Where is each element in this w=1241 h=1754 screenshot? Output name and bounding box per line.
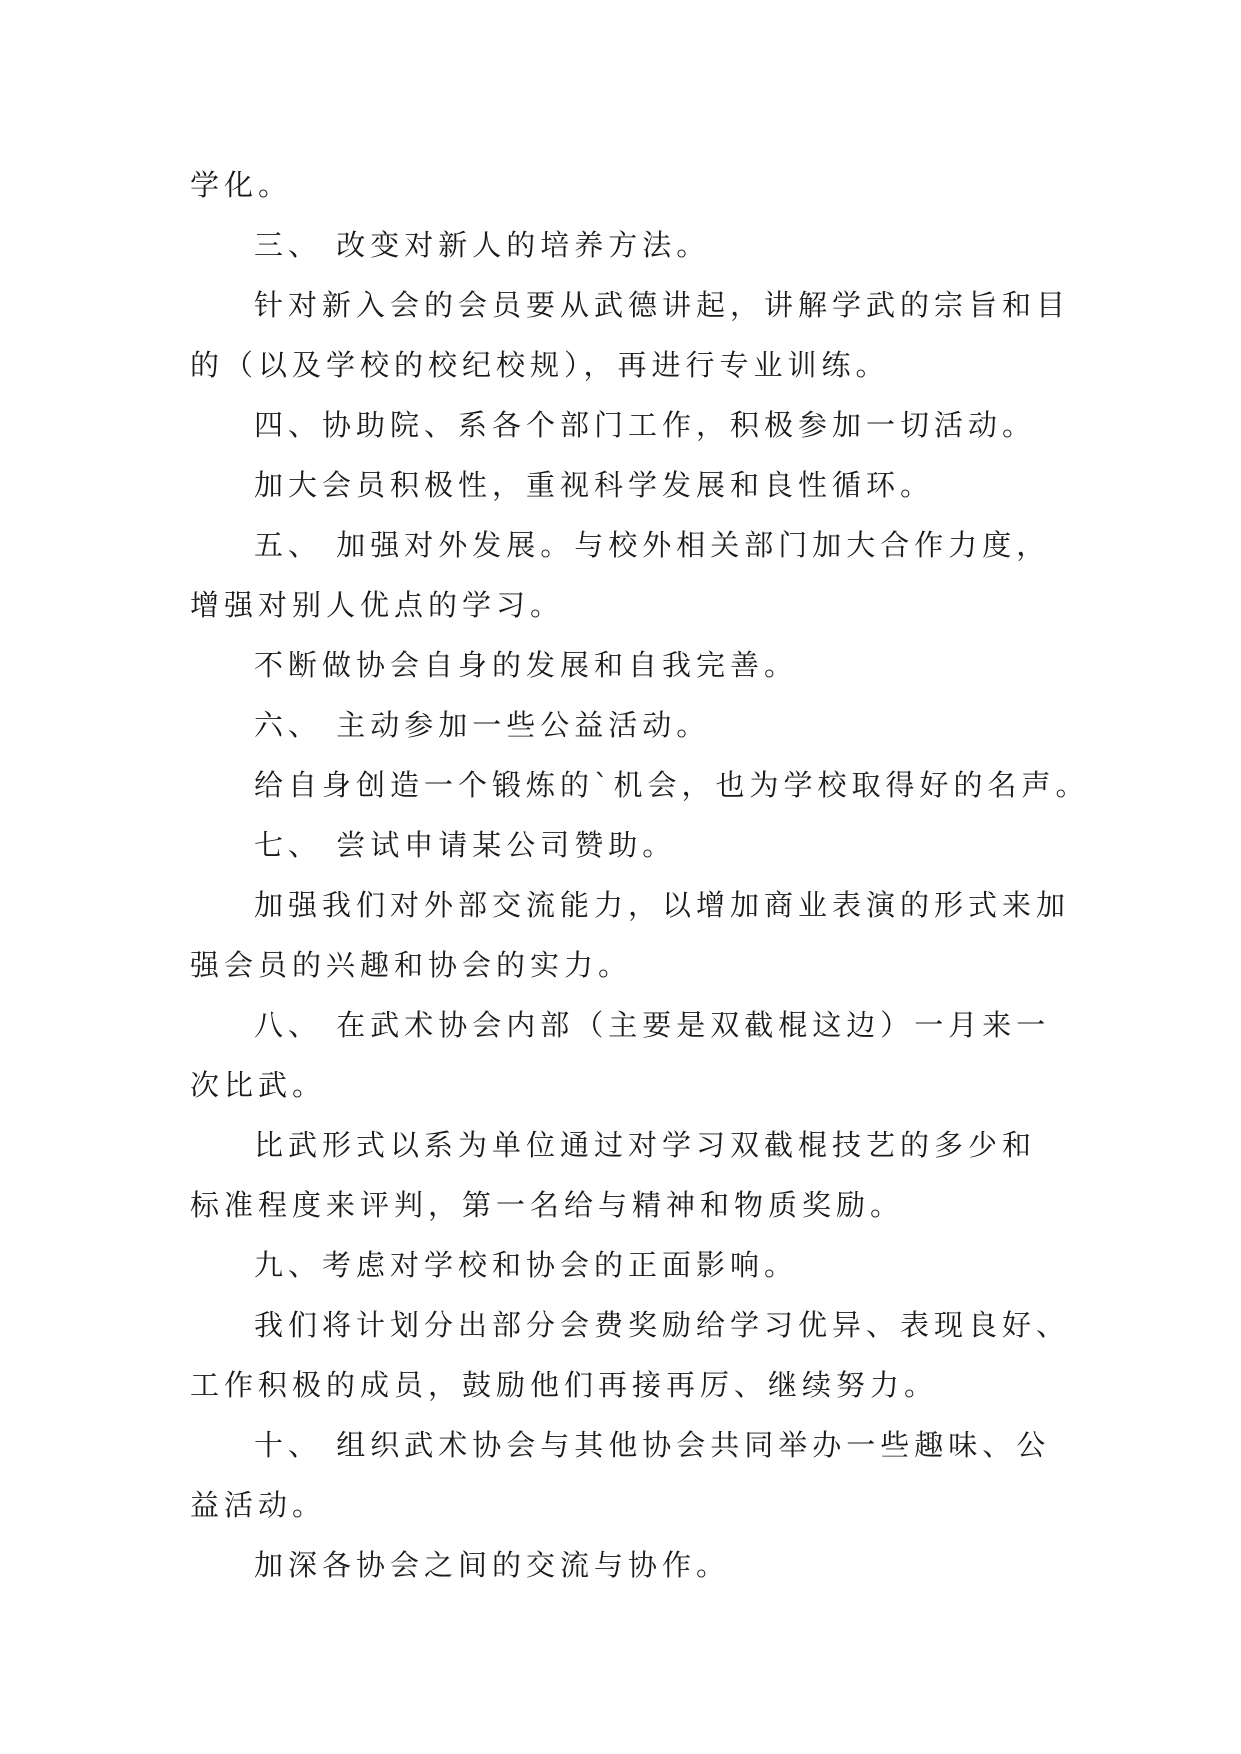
text-line: 十、 组织武术协会与其他协会共同举办一些趣味、公 xyxy=(254,1428,1051,1462)
text-line: 加强我们对外部交流能力，以增加商业表演的形式来加 xyxy=(254,888,1071,922)
text-line: 针对新入会的会员要从武德讲起，讲解学武的宗旨和目 xyxy=(254,288,1071,322)
text-line: 标准程度来评判，第一名给与精神和物质奖励。 xyxy=(190,1188,905,1222)
text-line: 工作积极的成员，鼓励他们再接再厉、继续努力。 xyxy=(190,1368,939,1402)
text-line: 比武形式以系为单位通过对学习双截棍技艺的多少和 xyxy=(254,1128,1037,1162)
text-line: 六、 主动参加一些公益活动。 xyxy=(254,708,711,742)
text-line: 三、 改变对新人的培养方法。 xyxy=(254,228,711,262)
text-line: 的（以及学校的校纪校规），再进行专业训练。 xyxy=(190,348,890,382)
document-body xyxy=(190,155,1090,1595)
text-line: 我们将计划分出部分会费奖励给学习优异、表现良好、 xyxy=(254,1308,1071,1342)
text-line: 四、协助院、系各个部门工作，积极参加一切活动。 xyxy=(254,408,1037,442)
text-line: 学化。 xyxy=(190,168,293,202)
text-line: 五、 加强对外发展。与校外相关部门加大合作力度， xyxy=(254,528,1051,562)
text-line: 增强对别人优点的学习。 xyxy=(190,588,565,622)
text-line: 加深各协会之间的交流与协作。 xyxy=(254,1548,731,1582)
text-line: 加大会员积极性，重视科学发展和良性循环。 xyxy=(254,468,935,502)
text-line: 强会员的兴趣和协会的实力。 xyxy=(190,948,633,982)
text-line: 益活动。 xyxy=(190,1488,327,1522)
text-line: 次比武。 xyxy=(190,1068,327,1102)
text-line: 七、 尝试申请某公司赞助。 xyxy=(254,828,677,862)
text-line: 给自身创造一个锻炼的`机会，也为学校取得好的名声。 xyxy=(254,768,1090,802)
text-line: 八、 在武术协会内部（主要是双截棍这边）一月来一 xyxy=(254,1008,1051,1042)
text-line: 九、考虑对学校和协会的正面影响。 xyxy=(254,1248,799,1282)
text-line: 不断做协会自身的发展和自我完善。 xyxy=(254,648,799,682)
